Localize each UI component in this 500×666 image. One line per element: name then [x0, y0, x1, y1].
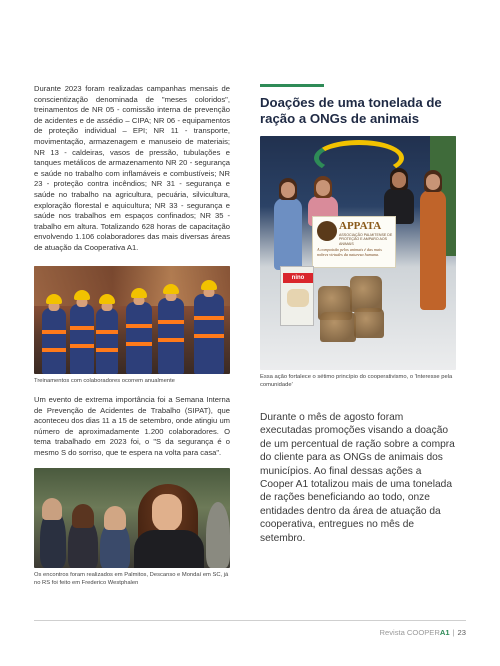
- feed-bag: [280, 266, 314, 326]
- feed-bag-label: nino: [283, 273, 313, 283]
- left-column: [34, 84, 230, 587]
- appata-title: APPATA: [339, 220, 382, 233]
- training-photo-caption: Treinamentos com colaboradores ocorrem anualmente: [34, 377, 175, 384]
- appata-banner: [312, 216, 396, 268]
- donation-paragraph: Durante o mês de agosto foram executadas promoções visando a doação de um percentual de ração sobre a compra do cliente para as ONGs de animais dos municípios. Ao final dessas ações a Cooper A1 totalizou mais de uma tonelada de rações beneficiando ao todo, onze entidades dentro da área de atuação da cooperativa, entregues no mês de setembro.: [260, 412, 455, 544]
- paw-icon: [317, 221, 337, 241]
- publication-brand: A1: [439, 628, 450, 637]
- donation-photo-caption: Essa ação fortalece o sétimo princípio do cooperativismo, o 'Interesse pela comunidade': [260, 374, 453, 388]
- right-column: [260, 84, 456, 545]
- donation-photo: [260, 136, 456, 370]
- training-photo: [34, 266, 230, 374]
- cooper-logo-ring: [314, 140, 404, 176]
- footer-rule: [34, 620, 466, 621]
- publication-name: Revista COOPER: [379, 628, 440, 637]
- page-footer: [380, 628, 467, 637]
- training-paragraph: Durante 2023 foram realizadas campanhas mensais de conscientização denominada de "meses coloridos", treinamentos de NR 05 - comissão interna de prevenção de acidentes e de assédio – CIPA; NR 06 - equipamentos de proteção individual – EPI; NR 11 - transporte, movimentação, armazenagem e manuseio de materiais; NR 13 - caldeiras, vasos de pressão, tubulações e tanques metálicos de armazenamento NR 20 - segurança e saúde no trabalho com inflamáveis e combustíveis; NR 23 - proteção contra incêndios; NR 31 - segurança e saúde no trabalho na agricultura, pecuária, silvicultura, exploração florestal e aquicultura; NR 33 - segurança e saúde nos trabalhos em espaços confinados; NR 35 - trabalho em altura. Totalizando 628 horas de capacitação envolvendo 1.106 colaboradores das mais diversas áreas de atuação da Cooperativa A1.: [34, 84, 230, 252]
- sipat-photo-caption: Os encontros foram realizados em Palmitos, Descanso e Mondaí em SC, já no RS foi feito em Frederico Westphalen: [34, 572, 229, 586]
- appata-subtitle: ASSOCIAÇÃO PALMITENSE DE PROTEÇÃO E AMPARO AOS ANIMAIS: [339, 233, 393, 246]
- footer-separator: |: [452, 628, 455, 637]
- heading-accent-line: [260, 84, 324, 87]
- appata-slogan: A compaixão pelos animais é das mais nobres virtudes da natureza humana.: [317, 247, 382, 258]
- section-heading: Doações de uma tonelada de ração a ONGs de animais: [260, 95, 442, 126]
- dog-icon: [287, 289, 309, 307]
- sipat-photo: [34, 468, 230, 568]
- sipat-paragraph: Um evento de extrema importância foi a Semana Interna de Prevenção de Acidentes de Trabalho (SIPAT), que aconteceu dos dias 11 a 15 de setembro, onde atingiu um número de aproximadamente 1.200 colaboradores. O tema trabalhado em 2023 foi, o "S da segurança é o mesmo S do sorriso, que te espera na volta para casa".: [34, 394, 230, 457]
- page-number: 23: [457, 628, 466, 637]
